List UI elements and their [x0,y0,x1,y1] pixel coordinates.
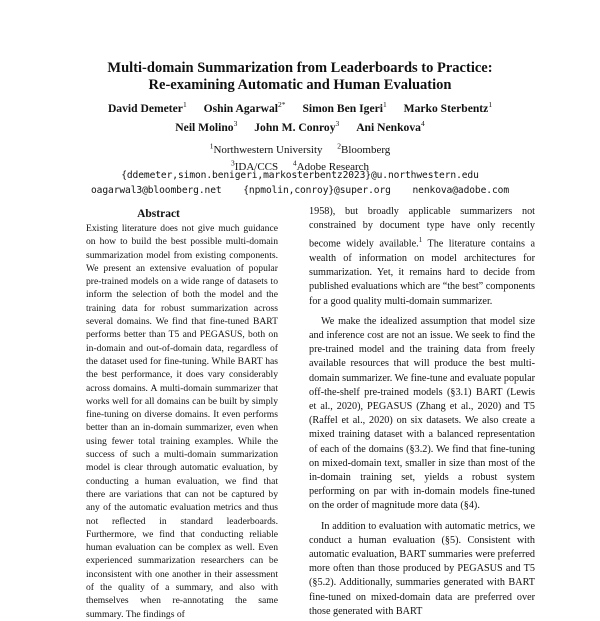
author: John M. Conroy$^3$ [254,118,340,134]
affiliation: $^1$Northwestern University [209,141,323,156]
author: Marko Sterbentz$^1$ [403,100,493,115]
paper-title [40,60,560,94]
footnote-marker: 1 [418,236,423,245]
email: nenkova@adobe.com [412,185,509,196]
affiliation: $^3$IDA/CCS [230,158,279,174]
abstract-body [86,222,278,620]
affiliation: $^4$Adobe Research [292,158,370,174]
affiliation-line-1 [40,139,560,157]
author-line-1 [40,97,560,116]
author: Simon Ben Igeri$^1$ [302,100,387,115]
intro-paragraph-1: 1958), but broadly applicable summarizers not constrained by document type have only recently become widely available.$^1$ The literature contains a wealth of information on model architectures for summarization. Yet, it remains hard to decide from published evaluations which are “the best” components for a good quality multi-domain summarizer. [309,206,535,307]
email: oagarwal3@bloomberg.net [91,185,222,196]
introduction-column [309,205,535,617]
email-list [0,168,600,198]
author: Oshin Agarwal$^{2*}$ [203,100,286,115]
intro-paragraph-2: We make the idealized assumption that model size and inference cost are not an issue. We seek to find the pre-trained model and the training data from freely available resources that will produce the best multi-domain summarizer. We fine-tune and evaluate popular off-the-shelf pre-trained models (§3.1) BART (Lewis et al., 2020), PEGASUS (Zhang et al., 2020) and T5 (Raffel et al., 2020) on six datasets. We also create a mixed training dataset with a balanced representation of each of the domains (§3.2). We find that fine-tuning on mixed-domain text, smaller in size than most of the in-domain training set, yields a robust system performing on par with in-domain models fine-tuned on the order of magnitude more data (§4). [309,315,535,512]
abstract-heading: Abstract [137,208,180,220]
email: {npmolin,conroy}@super.org [243,185,391,196]
author-line-2 [40,116,560,135]
author: David Demeter$^1$ [107,100,187,115]
email-line-2 [0,183,600,198]
title-line-2: Re-examining Automatic and Human Evaluation [148,77,452,93]
affiliation: $^2$Bloomberg [337,141,391,156]
author: Ani Nenkova$^4$ [356,118,425,134]
author-list [40,97,560,135]
author: Neil Molino$^3$ [175,118,238,134]
intro-paragraph-3: In addition to evaluation with automatic metrics, we conduct a human evaluation (§5). Consistent with automatic evaluation, BART summaries were preferred more often than those produced by PEGASUS and T5 (§5.2). Additionally, summaries generated with BART fine-tuned on mixed-domain data are preferred over those generated with BART [309,520,535,617]
abstract-text: Existing literature does not give much guidance on how to build the best possible multi-domain summarization model from existing components. We present an extensive evaluation of popular pre-trained models on a wide range of datasets to inform the selection of both the model and the training data for robust summarization across several domains. We find that fine-tuned BART performs better than T5 and PEGASUS, both on in-domain and out-of-domain data, regardless of the dataset used for fine-tuning. While BART has the best performance, it does vary considerably across domains. A multi-domain summarizer that works well for all domains can be built by simply fine-tuning on diverse domains. It even performs better than an in-domain summarizer, even when using fewer total training examples. While the success of such a multi-domain summarization model is clear through automatic evaluation, by conducting a human evaluation, we find that there are variations that can not be captured by any of the automatic evaluation metrics and thus not reflected in standard leaderboards. Furthermore, we find that conducting reliable human evaluation can be complex as well. Even experienced summarization researchers can be inconsistent with one another in their assessment of the quality of a summary, and also with themselves when re-annotating the same summary. The findings of [86,223,278,620]
title-line-1: Multi-domain Summarization from Leaderboards to Practice: [107,60,493,76]
email-line-1: {ddemeter,simon.benigeri,markosterbentz2023}@u.northwestern.edu [121,170,479,181]
